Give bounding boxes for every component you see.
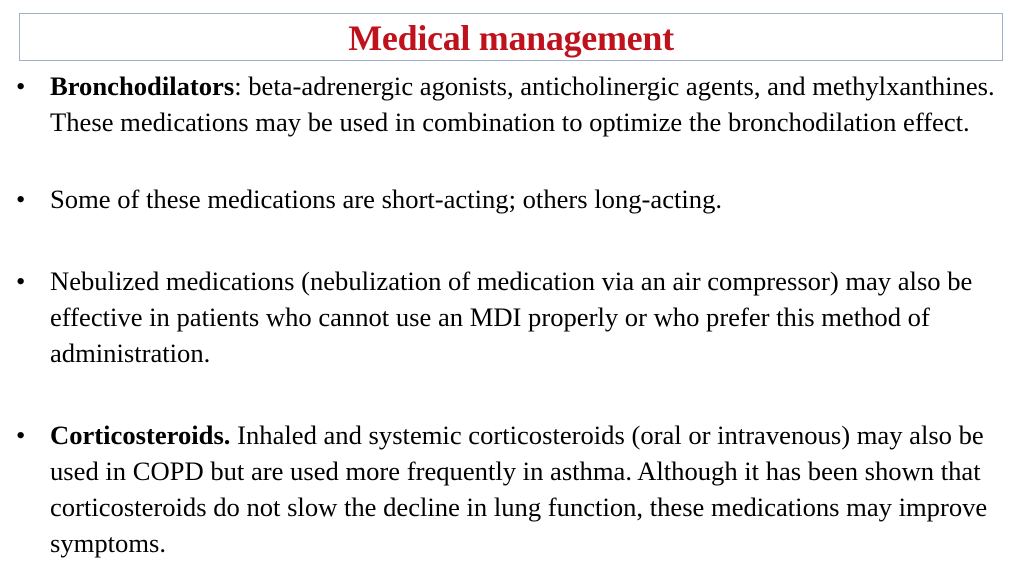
bullet-dot-icon: • — [16, 420, 26, 450]
bullet-text: Some of these medications are short-acting; others long-acting. — [50, 184, 723, 214]
bullet-corticosteroids — [16, 417, 1011, 561]
bullet-body — [50, 417, 1011, 561]
bullet-term: Bronchodilators — [50, 71, 235, 101]
bullet-nebulized — [16, 263, 1011, 371]
bullet-dot-icon: • — [16, 71, 26, 101]
bullet-dot-icon: • — [16, 184, 26, 214]
bullet-body — [50, 263, 1011, 371]
bullet-dot-icon: • — [16, 266, 26, 296]
slide-title: Medical management — [348, 18, 674, 58]
bullet-text: : beta-adrenergic agonists, anticholinergic agents, and methylxanthines. These medications may be used in combination to optimize the bronchodilation effect. — [50, 71, 995, 137]
bullet-acting — [16, 181, 1011, 217]
bullet-bronchodilators — [16, 68, 1011, 140]
bullet-text: Nebulized medications (nebulization of medication via an air compressor) may also be effective in patients who cannot use an MDI properly or who prefer this method of administration. — [50, 266, 973, 368]
bullet-text: Inhaled and systemic corticosteroids (oral or intravenous) may also be used in COPD but are used more frequently in asthma. Although it has been shown that corticosteroids do not slow the decline in lung function, these medications may improve symptoms. — [50, 420, 988, 558]
bullet-body — [50, 68, 1011, 140]
bullet-term: Corticosteroids. — [50, 420, 231, 450]
bullet-body — [50, 181, 1011, 217]
